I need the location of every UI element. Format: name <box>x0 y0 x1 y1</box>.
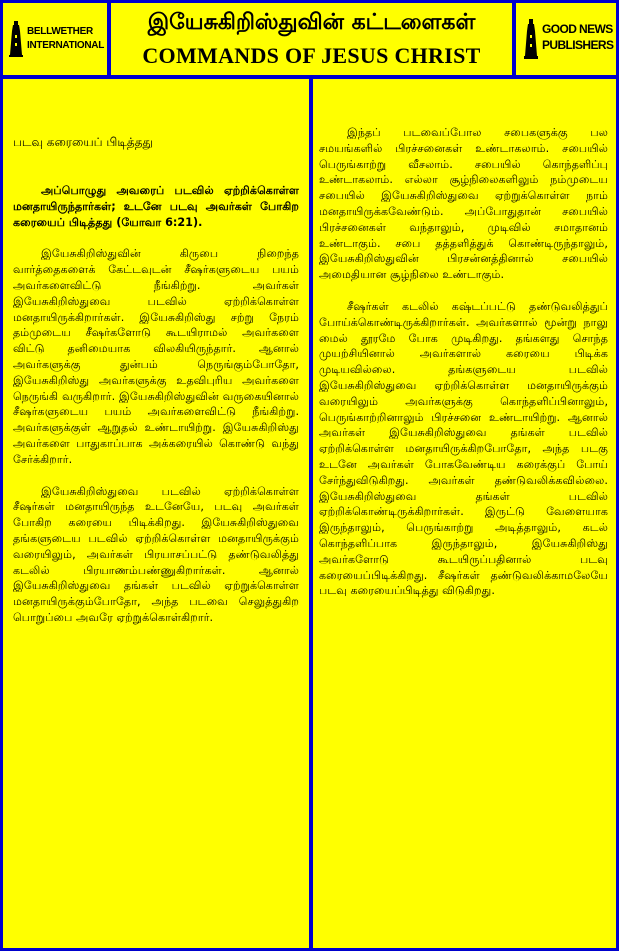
section-heading: படவு கரையைப் பிடித்தது <box>13 135 153 149</box>
right-paragraph-1: இந்தப் படவைப்போல சபைகளுக்கு பல சமயங்களில் பிரச்சனைகள் உண்டாகலாம். சபையில் பெருங்காற்று வீசலாம். சபையில் கொந்தளிப்பு உண்டாகலாம். எல்லா சூழ்நிலைகளிலும் நம்முடைய சபையில் இயேசுகிறிஸ்துவை ஏற்றுக்கொள்ள நாம் மனதாயிருக்கவேண்டும். அப்போதுதான் சபையில் பிரச்சனைகள் வந்தாலும், முடிவில் சமாதானம் உண்டாகும். சபை தத்தளித்துக் கொண்டிருந்தாலும், இயேசுகிறிஸ்துவின் பிரசன்னத்தினால் சபையில் அமைதியான சூழ்நிலை உண்டாகும். <box>319 126 608 282</box>
left-column-text <box>13 183 299 642</box>
tower-icon <box>524 19 538 55</box>
right-logo-line1: GOOD NEWS <box>542 22 613 36</box>
header-left-cell <box>3 3 107 75</box>
good-news-logo <box>524 19 613 55</box>
left-paragraph-2: இயேசுகிறிஸ்துவை படவில் ஏற்றிக்கொள்ள சீஷர்கள் மனதாயிருந்த உடனேயே, படவு அவர்கள் போகிற கரையை பிடிக்கிறது. இயேசுகிறிஸ்துவை தங்களுடைய படவில் ஏற்றிக்கொள்ள மனதாயிருக்கும் வரையிலும், அவர்கள் பிரயாசப்பட்டு தண்டுவலித்து கடலில் பிரயாணம்பண்ணுகிறார்கள். ஆனால் இயேசுகிறிஸ்துவை தங்கள் படவில் ஏற்றுக்கொள்ள மனதாயிருக்கும்போதோ, அந்த படவை செலுத்துகிற பொறுப்பை அவரே ஏற்றுக்கொள்கிறார். <box>13 484 299 624</box>
scripture-verse: அப்பொழுது அவரைப் படவில் ஏற்றிக்கொள்ள மனதாயிருந்தார்கள்; உடனே படவு அவர்கள் போகிற கரையைப் பிடித்தது (யோவா 6:21). <box>13 184 299 229</box>
right-column-text <box>319 125 608 615</box>
lighthouse-tower-icon <box>9 21 23 57</box>
right-paragraph-2: சீஷர்கள் கடலில் கஷ்டப்பட்டு தண்டுவலித்துப் போய்க்கொண்டிருக்கிறார்கள். அவர்களால் மூன்று நாலு மைல் தூரமே போக முடிகிறது. தங்களது சொந்த முயற்சியினால் அவர்களால் கரையை பிடிக்க முடியவில்லை. தங்களுடைய படவில் இயேசுகிறிஸ்துவை ஏற்றிக்கொள்ள மனதாயிருக்கும் வரையிலும் அவர்களுக்கு கொந்தளிப்பினாலும், பெருங்காற்றினாலும் பிரச்சனை உண்டாயிற்று. ஆனால் அவர்கள் இயேசுகிறிஸ்துவை தங்கள் படவில் ஏற்றிக்கொள்ள மனதாயிருக்கிறபோதோ, அந்த படகு உடனே அவர்கள் போகவேண்டிய கரைக்குப் போய் சேர்ந்துவிடுகிறது. அவர்கள் தண்டுவலிக்கவில்லை. இயேசுகிறிஸ்துவை தங்கள் படவில் ஏற்றிக்கொண்டிருக்கிறார்கள். இருட்டு வேளையாக இருந்தாலும், பெருங்காற்று அடித்தாலும், கடல் கொந்தளிப்பாக இருந்தாலும், இயேசுகிறிஸ்து அவர்களோடு கூடயிருப்பதினால் படவு கரையைப்பிடிக்கிறது. சீஷர்கள் தண்டுவலிக்காமலேயே படவு கரையைப்பிடித்து விடுகிறது. <box>319 299 608 598</box>
header-right-cell <box>516 3 616 75</box>
left-logo-line2: INTERNATIONAL <box>27 40 105 51</box>
right-logo-line2: PUBLISHERS <box>542 38 614 52</box>
header-title-cell <box>111 3 512 75</box>
bellwether-logo <box>9 21 104 57</box>
title-english: COMMANDS OF JESUS CHRIST <box>142 43 481 68</box>
left-paragraph-1: இயேசுகிறிஸ்துவின் கிருபை நிறைந்த வார்த்தைகளைக் கேட்டவுடன் சீஷர்களுடைய பயம் அவர்களைவிட்டு நீங்கிற்று. அவர்கள் இயேசுகிறிஸ்துவை படவில் ஏற்றிக்கொள்ள மனதாயிருக்கிறார்கள். இயேசுகிறிஸ்து சற்று நேரம் தம்முடைய சீஷர்களோடு கூடயிராமல் அவர்களை விட்டு தனிமையாக விலகியிருந்தார். ஆனால் அவர்களுக்கு துன்பம் நெருங்கும்போதோ, இயேசுகிறிஸ்து அவர்களுக்கு உதவிபுரிய அவர்களை நெருங்கி வருகிறார். இயேசுகிறிஸ்துவின் வருகையினால் சீஷர்களுடைய பயம் அவர்களைவிட்டு நீங்கிற்று. அவர்களுக்குள் ஆறுதல் உண்டாயிற்று. இயேசுகிறிஸ்து அவர்களை பாதுகாப்பாக அக்கரையில் கொண்டு வந்து சேர்க்கிறார். <box>13 247 299 466</box>
title-tamil: இயேசுகிறிஸ்துவின் கட்டளைகள் <box>147 10 476 35</box>
right-column <box>313 79 616 948</box>
left-column <box>3 79 309 948</box>
left-logo-line1: BELLWETHER <box>27 26 93 37</box>
